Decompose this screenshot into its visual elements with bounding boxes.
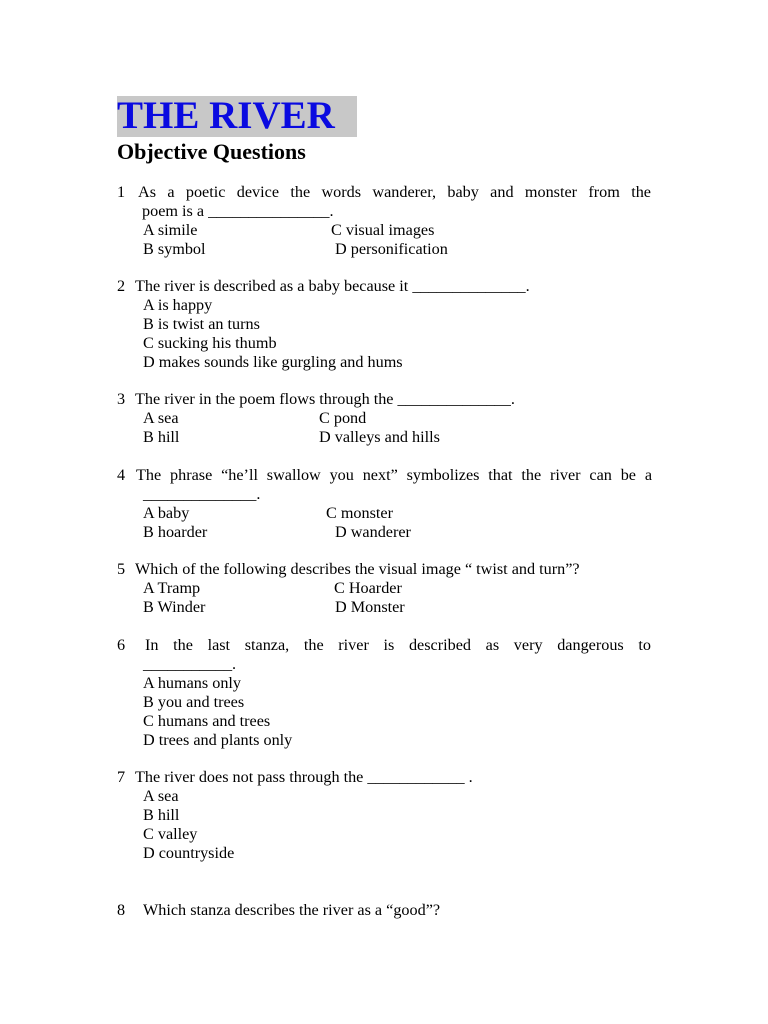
option-d: D wanderer: [335, 523, 411, 541]
option-b: B you and trees: [143, 693, 245, 711]
question-text: ______________.: [143, 485, 261, 503]
option-c: C visual images: [331, 221, 435, 239]
option-a: A humans only: [143, 674, 242, 692]
question-text: As a poetic device the words wanderer, baby and monster from the: [138, 183, 651, 201]
question-text: poem is a _______________.: [142, 202, 334, 220]
question-number: 4: [117, 466, 126, 484]
option-a: A sea: [143, 409, 179, 427]
question-number: 1: [117, 183, 126, 201]
question-number: 6: [117, 636, 126, 654]
option-d: D valleys and hills: [319, 428, 440, 446]
option-d: D countryside: [143, 844, 235, 862]
option-d: D makes sounds like gurgling and hums: [143, 353, 403, 371]
option-c: C valley: [143, 825, 198, 843]
option-c: C humans and trees: [143, 712, 271, 730]
option-a: A simile: [143, 221, 198, 239]
option-b: B hoarder: [143, 523, 208, 541]
option-a: A is happy: [143, 296, 213, 314]
question-number: 3: [117, 390, 126, 408]
option-c: C sucking his thumb: [143, 334, 277, 352]
question-text: Which of the following describes the visual image “ twist and turn”?: [135, 560, 580, 578]
option-a: A Tramp: [143, 579, 201, 597]
page-title: THE RIVER: [117, 94, 335, 137]
option-d: D trees and plants only: [143, 731, 293, 749]
question-text: The river in the poem flows through the ______________.: [135, 390, 515, 408]
option-c: C pond: [319, 409, 367, 427]
option-c: C Hoarder: [334, 579, 402, 597]
option-b: B hill: [143, 806, 180, 824]
option-b: B Winder: [143, 598, 206, 616]
question-number: 2: [117, 277, 126, 295]
question-text: ___________.: [143, 655, 237, 673]
option-b: B hill: [143, 428, 180, 446]
question-text: The river does not pass through the ____________ .: [135, 768, 473, 786]
question-text: In the last stanza, the river is described as very dangerous to: [145, 636, 651, 654]
page-subtitle: Objective Questions: [117, 139, 306, 164]
question-text: The phrase “he’ll swallow you next” symbolizes that the river can be a: [136, 466, 652, 484]
question-text: The river is described as a baby because it ______________.: [135, 277, 530, 295]
option-d: D Monster: [335, 598, 405, 616]
question-number: 5: [117, 560, 126, 578]
option-b: B symbol: [143, 240, 206, 258]
option-d: D personification: [335, 240, 448, 258]
question-number: 8: [117, 901, 126, 919]
option-c: C monster: [326, 504, 393, 522]
option-a: A baby: [143, 504, 190, 522]
question-text: Which stanza describes the river as a “good”?: [143, 901, 441, 919]
option-a: A sea: [143, 787, 179, 805]
question-number: 7: [117, 768, 126, 786]
option-b: B is twist an turns: [143, 315, 260, 333]
